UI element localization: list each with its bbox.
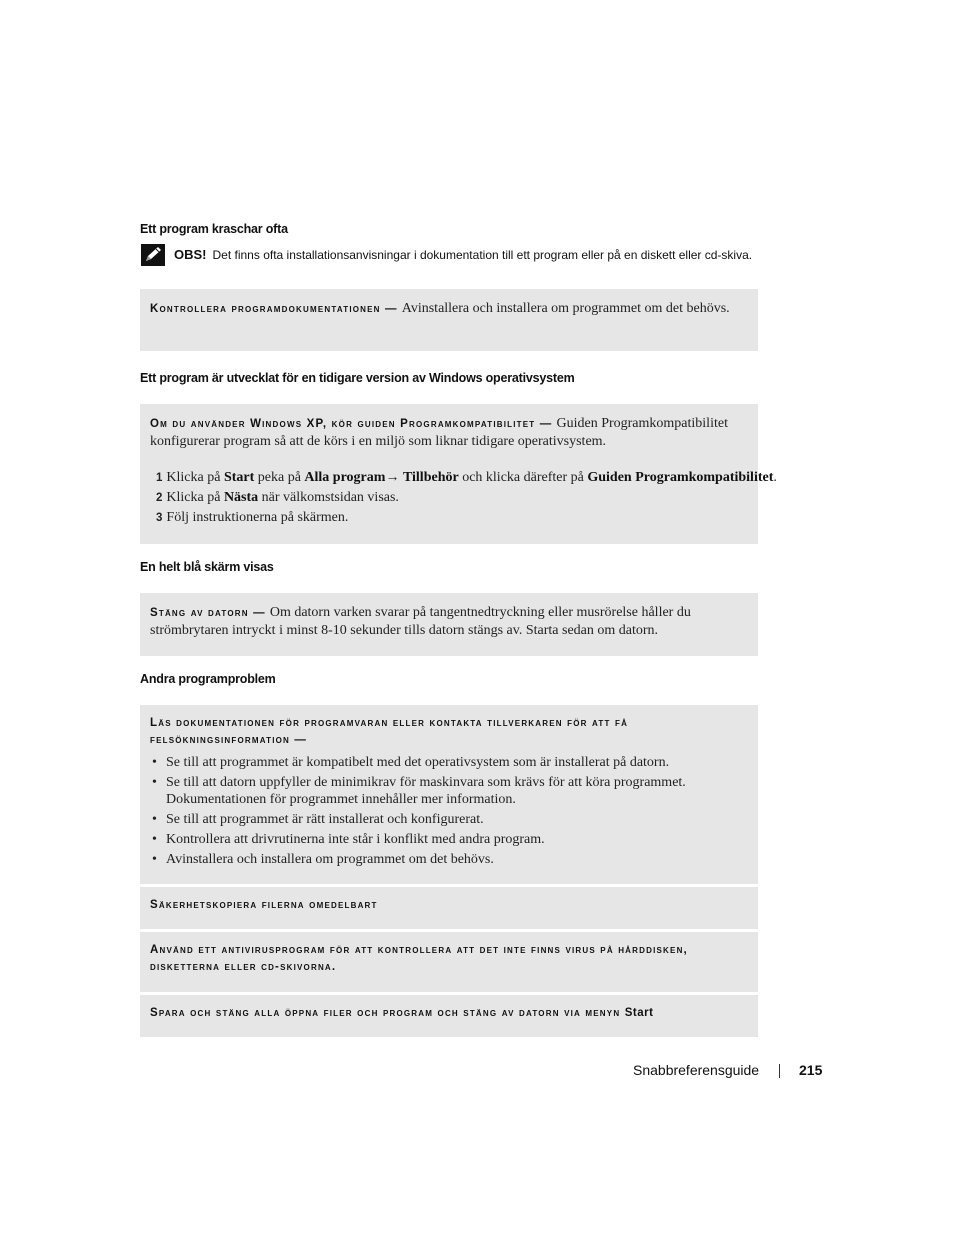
step-text: Klicka på xyxy=(166,490,224,505)
tip-title: Om du använder Windows XP, kör guiden Programkompatibilitet — xyxy=(150,418,553,430)
step-bold: Tillbehör xyxy=(402,470,459,485)
tip-title-text: Spara och stäng alla öppna filer och program och stäng av datorn via menyn xyxy=(150,1007,621,1019)
list-item-text: Se till att datorn uppfyller de minimikrav för maskinvara som krävs för att köra programmet. Dokumentationen för programmet innehåller mer information. xyxy=(166,775,686,807)
step-item xyxy=(156,510,348,526)
tip-box-antivirus xyxy=(140,932,758,992)
tip-text: Avinstallera och installera om programmet om det behövs. xyxy=(401,301,730,316)
step-item xyxy=(156,470,777,486)
step-text: . xyxy=(773,470,777,485)
list-item: • Se till att programmet är rätt installerat och konfigurerat. xyxy=(152,812,484,827)
tip-box-check-documentation xyxy=(140,289,758,351)
step-bold: Alla program xyxy=(304,470,386,485)
tip-text: Om datorn varken svarar på tangentnedtryckning eller musrörelse håller du strömbrytaren intryckt i minst 8-10 sekunder tills datorn stängs av. Starta sedan om datorn. xyxy=(150,605,691,638)
step-number: 2 xyxy=(156,492,163,504)
note-text-block xyxy=(174,246,764,264)
tip-title: Läs dokumentationen för programvaran eller kontakta tillverkaren för att få felsökningsinformation — xyxy=(150,717,629,746)
bullet-list xyxy=(152,754,752,871)
tip-title: Säkerhetskopiera filerna omedelbart xyxy=(150,899,378,911)
section-heading-program-crashes: Ett program kraschar ofta xyxy=(140,222,288,236)
tip-title xyxy=(150,1005,748,1022)
list-item: • Kontrollera att drivrutinerna inte står i konflikt med andra program. xyxy=(152,832,545,847)
step-bold: Nästa xyxy=(223,490,259,505)
tip-title-start: Start xyxy=(624,1007,654,1019)
section-heading-other-problems: Andra programproblem xyxy=(140,672,276,686)
page-number: 215 xyxy=(799,1062,823,1078)
note-pencil-icon xyxy=(141,244,165,266)
step-bold: Start xyxy=(223,470,255,485)
step-text: → xyxy=(385,470,403,485)
step-text: när välkomstsidan visas. xyxy=(258,490,399,505)
list-item-text: Se till att programmet är rätt installerat och konfigurerat. xyxy=(166,812,484,827)
section-heading-blue-screen: En helt blå skärm visas xyxy=(140,560,274,574)
tip-box-turn-off-computer xyxy=(140,593,758,656)
tip-text: Guiden Programkompatibilitet konfigurerar program så att de körs i en miljö som liknar tidigare operativsystem. xyxy=(150,416,728,449)
tip-title: Kontrollera programdokumentationen — xyxy=(150,303,398,315)
list-item: • Avinstallera och installera om programmet om det behövs. xyxy=(152,852,494,867)
step-text: och klicka därefter på xyxy=(458,470,588,485)
step-text: peka på xyxy=(254,470,305,485)
tip-box-backup-files xyxy=(140,887,758,929)
list-item-text: Avinstallera och installera om programmet om det behövs. xyxy=(166,852,494,867)
tip-title: Använd ett antivirusprogram för att kontrollera att det inte finns virus på hårddisken, disketterna eller cd-skivorna. xyxy=(150,944,688,973)
footer-guide-title: Snabbreferensguide xyxy=(633,1062,760,1078)
note-text: Det finns ofta installationsanvisningar i dokumentation till ett program eller på en diskett eller cd-skiva. xyxy=(212,248,753,262)
section-heading-older-windows: Ett program är utvecklat för en tidigare version av Windows operativsystem xyxy=(140,371,575,385)
tip-title: Stäng av datorn — xyxy=(150,607,266,619)
tip-box-save-and-shutdown xyxy=(140,995,758,1037)
list-item: • Se till att datorn uppfyller de minimikrav för maskinvara som krävs för att köra programmet. Dokumentationen för programmet innehåller mer information. xyxy=(152,775,686,807)
list-item-text: Kontrollera att drivrutinerna inte står i konflikt med andra program. xyxy=(166,832,545,847)
step-number: 1 xyxy=(156,472,163,484)
step-text: Följ instruktionerna på skärmen. xyxy=(166,510,349,525)
list-item: • Se till att programmet är kompatibelt med det operativsystem som är installerat på datorn. xyxy=(152,755,670,770)
note-label: OBS! xyxy=(174,247,207,262)
step-text: Klicka på xyxy=(166,470,224,485)
list-item-text: Se till att programmet är kompatibelt med det operativsystem som är installerat på datorn. xyxy=(166,755,670,770)
step-item xyxy=(156,490,399,506)
step-bold: Guiden Programkompatibilitet xyxy=(587,470,774,485)
footer-separator xyxy=(779,1064,780,1078)
step-number: 3 xyxy=(156,512,163,524)
